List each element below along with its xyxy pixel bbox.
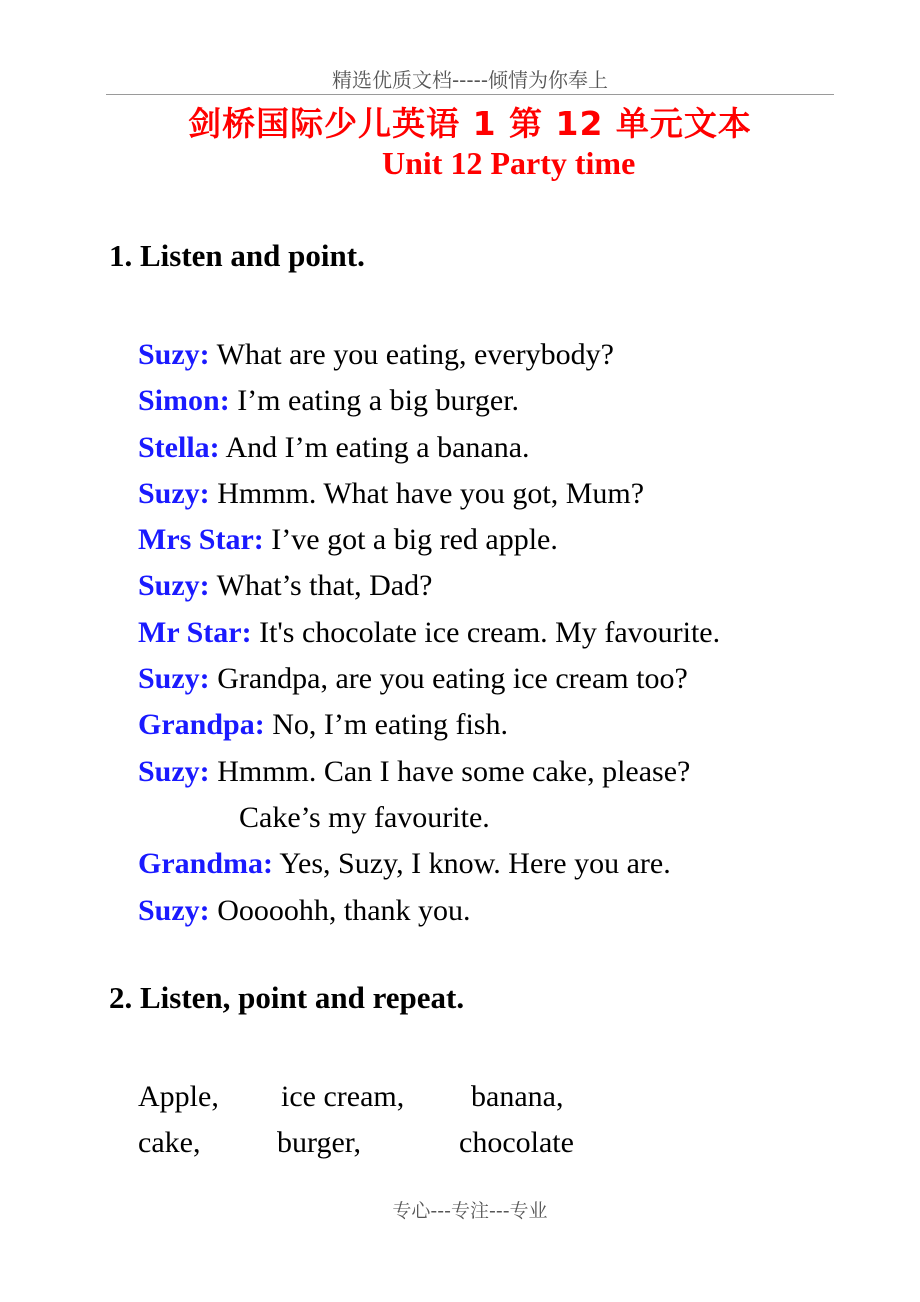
vocabulary-row: [138, 1074, 738, 1120]
speaker-name: Suzy:: [138, 893, 210, 927]
document-title: 剑桥国际少儿英语 1 第 12 单元文本: [188, 104, 752, 143]
dialogue-line-continuation: [138, 795, 878, 841]
vocabulary-word: burger,: [277, 1126, 362, 1159]
vocabulary-word: chocolate: [459, 1126, 574, 1159]
line-text: What’s that, Dad?: [209, 569, 433, 603]
section-heading-2: 2. Listen, point and repeat.: [109, 980, 465, 1015]
page-footer: 专心---专注---专业: [392, 1200, 548, 1222]
line-text: No, I’m eating fish.: [264, 708, 508, 742]
dialogue-line: [138, 425, 878, 471]
dialogue-line: [138, 749, 878, 795]
dialogue-line: [138, 517, 878, 563]
line-text: Cake’s my favourite.: [239, 800, 490, 834]
vocabulary-word: banana,: [471, 1080, 564, 1113]
line-text: Yes, Suzy, I know. Here you are.: [273, 847, 671, 881]
speaker-name: Mr Star:: [138, 615, 252, 649]
line-text: Ooooohh, thank you.: [209, 893, 471, 927]
line-text: I’m eating a big burger.: [229, 384, 520, 418]
dialogue-line: [138, 471, 878, 517]
speaker-name: Grandma:: [138, 847, 273, 881]
speaker-name: Grandpa:: [138, 708, 265, 742]
vocabulary-word: ice cream,: [281, 1080, 405, 1113]
speaker-name: Suzy:: [138, 662, 210, 696]
vocabulary-list: [138, 1074, 738, 1166]
speaker-name: Suzy:: [138, 754, 210, 788]
dialogue-line: [138, 656, 878, 702]
line-text: Hmmm. What have you got, Mum?: [209, 476, 645, 510]
line-text: It's chocolate ice cream. My favourite.: [251, 615, 721, 649]
vocabulary-word: Apple,: [138, 1080, 219, 1113]
page-header: 精选优质文档-----倾情为你奉上: [331, 68, 609, 92]
line-text: Grandpa, are you eating ice cream too?: [209, 662, 688, 696]
dialogue-line: [138, 610, 878, 656]
dialogue: [138, 332, 878, 934]
vocabulary-row: [138, 1120, 738, 1166]
speaker-name: Stella:: [138, 430, 220, 464]
speaker-name: Simon:: [138, 384, 230, 418]
dialogue-line: [138, 888, 878, 934]
dialogue-line: [138, 841, 878, 887]
unit-title: Unit 12 Party time: [382, 145, 636, 181]
section-heading-1: 1. Listen and point.: [109, 238, 365, 273]
line-text: What are you eating, everybody?: [209, 338, 614, 371]
line-text: I’ve got a big red apple.: [263, 523, 558, 557]
line-text: And I’m eating a banana.: [219, 430, 530, 464]
dialogue-line: [138, 332, 878, 378]
speaker-name: Suzy:: [138, 338, 210, 371]
speaker-name: Suzy:: [138, 569, 210, 603]
line-text: Hmmm. Can I have some cake, please?: [209, 754, 691, 788]
dialogue-line: [138, 378, 878, 424]
dialogue-line: [138, 702, 878, 748]
dialogue-line: [138, 563, 878, 609]
vocabulary-word: cake,: [138, 1126, 201, 1159]
speaker-name: Mrs Star:: [138, 523, 264, 557]
header-divider: [106, 94, 834, 95]
speaker-name: Suzy:: [138, 476, 210, 510]
